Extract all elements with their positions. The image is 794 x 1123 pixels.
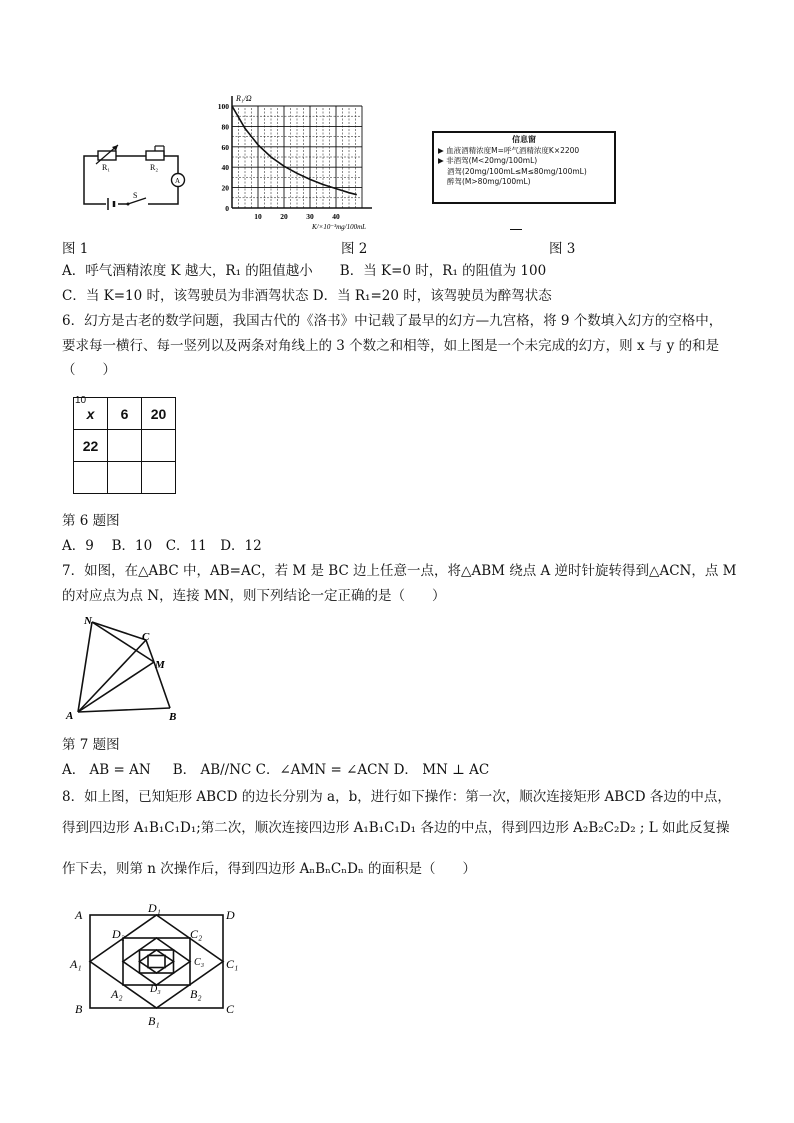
label-c2: C₂	[190, 927, 203, 941]
figure1-circuit	[78, 140, 188, 212]
figure3-info-window	[432, 131, 616, 204]
y-tick-label: 80	[221, 122, 229, 132]
q6-options: A．9 B．10 C．11 D．12	[62, 538, 262, 554]
q6-stem-line3: （ ）	[62, 362, 116, 378]
info-window-title: 信息窗	[512, 135, 536, 144]
magic-cell: 6	[108, 398, 142, 430]
q7-options: A． AB = AN B． AB//NC C．∠AMN = ∠ACN D． MN ⊥ AC	[62, 762, 490, 778]
magic-cell	[142, 430, 176, 462]
y-tick-label: 0	[225, 204, 229, 213]
magic-cell: 22	[74, 430, 108, 462]
info-line-3: 酒驾(20mg/100mL≤M≤80mg/100mL)	[447, 166, 587, 176]
magic-square	[73, 397, 176, 494]
magic-cell	[74, 462, 108, 494]
q8-stem-line2: 得到四边形 A₁B₁C₁D₁;第二次，顺次连接四边形 A₁B₁C₁D₁ 各边的中点，得到四边形 A₂B₂C₂D₂ ; L 如此反复操	[62, 820, 730, 836]
resistor-r1	[98, 151, 116, 160]
label-d2: D₂	[112, 927, 125, 941]
label-b2: B₂	[190, 987, 202, 1001]
q7-figure	[62, 612, 192, 726]
magic-cell: 20	[142, 398, 176, 430]
x-tick-label: 10	[254, 212, 262, 221]
caption-figure3: 图 3	[549, 241, 576, 257]
label-switch: S	[133, 191, 138, 200]
q8-stem-line1: 8．如上图，已知矩形 ABCD 的边长分别为 a，b，进行如下操作：第一次，顺次连接矩形 ABCD 各边的中点，	[62, 789, 731, 805]
info-line-1: ▶ 血液酒精浓度M=呼气酒精浓度K×2200	[438, 145, 580, 155]
label-c1: C₁	[226, 957, 239, 971]
q6-stem-line2: 要求每一横行、每一竖列以及两条对角线上的 3 个数之和相等，如上图是一个未完成的幻方，则 x 与 y 的和是	[62, 338, 720, 354]
label-d1: D₁	[148, 901, 161, 915]
q5-options-line1: A．呼气酒精浓度 K 越大，R₁ 的阻值越小 B．当 K=0 时，R₁ 的阻值为 100	[62, 263, 547, 279]
magic-cell	[108, 430, 142, 462]
y-tick-label: 100	[217, 102, 229, 111]
point-b: B	[169, 711, 177, 723]
chart-series-line	[232, 106, 357, 195]
q5-options-line2: C．当 K=10 时，该驾驶员为非酒驾状态 D．当 R₁=20 时，该驾驶员为醉驾状态	[62, 288, 552, 304]
magic-cell: 10 x	[74, 398, 108, 430]
chart-xlabel: K/×10⁻³mg/100mL	[312, 223, 367, 231]
x-tick-label: 20	[280, 212, 288, 221]
q7-stem-line1: 7．如图，在△ABC 中，AB=AC，若 M 是 BC 边上任意一点，将△ABM 绕点 A 逆时针旋转得到△ACN，点 M	[62, 563, 737, 579]
label-a1: A₁	[70, 957, 82, 971]
resistor-r2	[146, 151, 164, 160]
label-a2: A₂	[111, 987, 123, 1001]
point-a: A	[66, 710, 74, 722]
corner-mark: 10	[75, 395, 87, 406]
x-tick-label: 30	[306, 212, 314, 221]
point-c: C	[142, 631, 150, 643]
label-b: B	[75, 1002, 83, 1016]
q8-stem-line3: 作下去，则第 n 次操作后，得到四边形 AₙBₙCₙDₙ 的面积是（ ）	[62, 861, 477, 877]
magic-cell	[142, 462, 176, 494]
label-r1: R₁	[102, 163, 111, 172]
q7-stem-line2: 的对应点为点 N，连接 MN，则下列结论一定正确的是（ ）	[62, 588, 446, 604]
chart-ylabel: R₁/Ω	[236, 94, 252, 103]
q6-caption: 第 6 题图	[62, 513, 120, 529]
y-tick-label: 60	[221, 142, 229, 152]
label-ammeter: A	[175, 177, 181, 185]
figure2-chart	[212, 90, 412, 232]
y-tick-label: 20	[221, 183, 229, 193]
x-tick-label: 40	[332, 212, 340, 221]
label-c3: C₃	[194, 957, 205, 968]
dash-mark	[510, 229, 522, 230]
caption-figure1: 图 1	[62, 241, 89, 257]
label-b1: B₁	[148, 1014, 160, 1028]
info-line-4: 醉驾(M>80mg/100mL)	[447, 177, 531, 186]
label-d: D	[226, 908, 235, 922]
label-d3: D₃	[150, 984, 161, 995]
caption-figure2: 图 2	[341, 241, 368, 257]
label-a: A	[75, 908, 83, 922]
q6-stem-line1: 6．幻方是古老的数学问题，我国古代的《洛书》中记载了最早的幻方—九宫格，将 9 个数填入幻方的空格中，	[62, 313, 723, 329]
info-line-2: ▶ 非酒驾(M<20mg/100mL)	[438, 156, 538, 165]
point-m: M	[155, 659, 165, 671]
label-c: C	[226, 1002, 235, 1016]
q8-figure	[66, 900, 250, 1030]
label-r2: R₂	[150, 163, 159, 172]
point-n: N	[84, 615, 92, 627]
q7-caption: 第 7 题图	[62, 737, 120, 753]
y-tick-label: 40	[221, 163, 229, 173]
magic-cell	[108, 462, 142, 494]
